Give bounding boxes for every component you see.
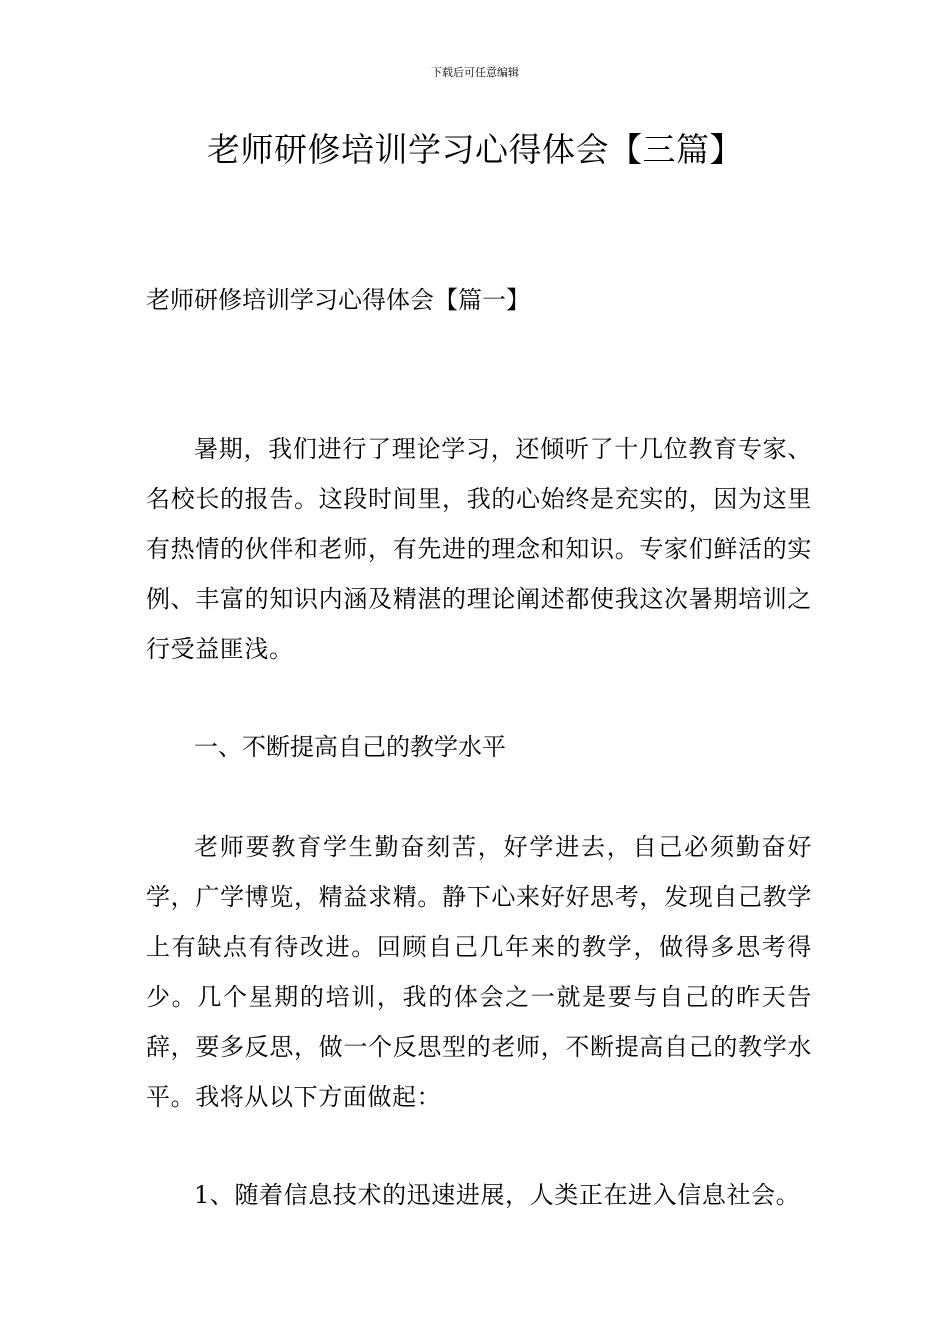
section-title: 老师研修培训学习心得体会【篇一】 bbox=[146, 286, 530, 314]
page-header-note: 下载后可任意编辑 bbox=[431, 66, 519, 79]
paragraph-intro: 暑期，我们进行了理论学习，还倾听了十几位教育专家、名校长的报告。这段时间里，我的心始终是充实的，因为这里有热情的伙伴和老师，有先进的理念和知识。专家们鲜活的实例、丰富的知识内涵及精湛的理论阐述都使我这次暑期培训之行受益匪浅。 bbox=[146, 435, 812, 663]
subheading-teaching-level: 一、不断提高自己的教学水平 bbox=[194, 733, 506, 761]
document-title: 老师研修培训学习心得体会【三篇】 bbox=[207, 130, 743, 169]
paragraph-item-1: 1、随着信息技术的迅速进展，人类正在进入信息社会。 bbox=[194, 1181, 801, 1209]
paragraph-teaching-reflection: 老师要教育学生勤奋刻苦，好学进去，自己必须勤奋好学，广学博览，精益求精。静下心来好好思考，发现自己教学上有缺点有待改进。回顾自己几年来的教学，做得多思考得少。几个星期的培训，我的体会之一就是要与自己的昨天告辞，要多反思，做一个反思型的老师，不断提高自己的教学水平。我将从以下方面做起： bbox=[146, 833, 812, 1111]
